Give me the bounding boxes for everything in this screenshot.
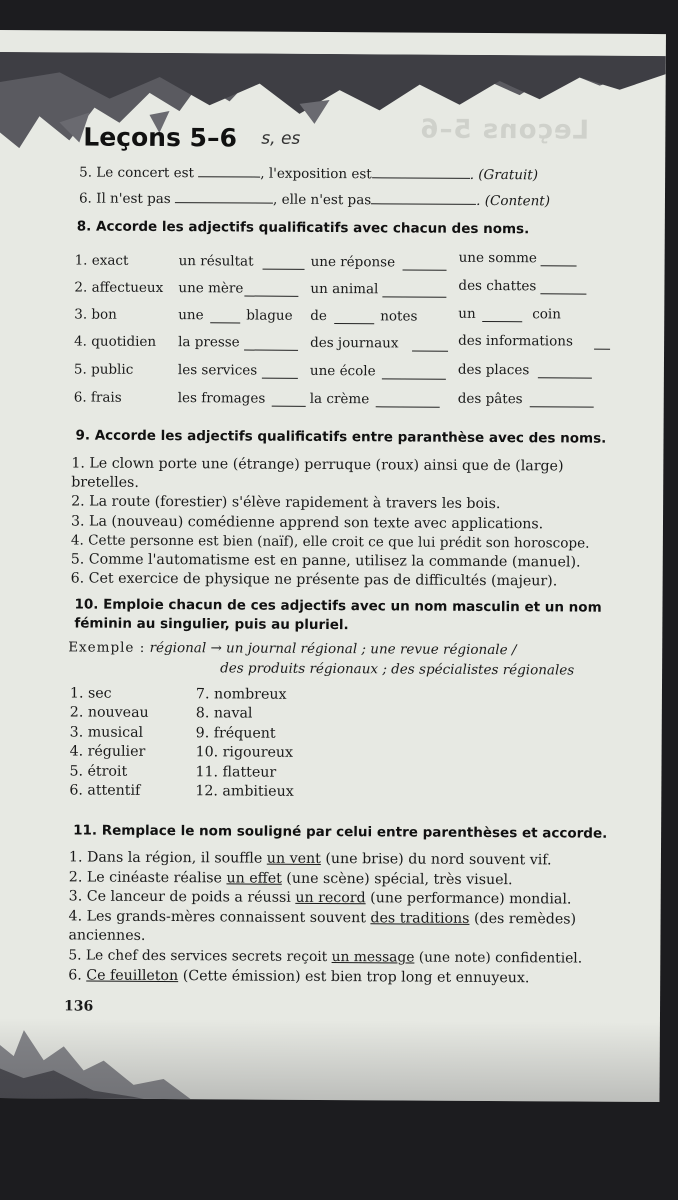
answer-blank[interactable] (244, 283, 298, 296)
answer-blank[interactable] (198, 164, 260, 177)
ex10-heading-line1: 10. Emploie chacun de ces adjectifs avec un nom masculin et un nom (74, 596, 602, 616)
sentence-line: 1. Dans la région, il souffle un vent (une brise) du nord souvent vif. (68, 849, 552, 869)
answer-blank[interactable] (382, 366, 446, 379)
ex11-heading: 11. Remplace le nom souligné par celui entre parenthèses et accorde. (73, 822, 608, 842)
adjective-item: 1. sec (69, 685, 112, 702)
sentence-line: 3. La (nouveau) comédienne apprend son texte avec applications. (70, 513, 544, 532)
adjective-item: 7. nombreux (195, 686, 287, 703)
ex11-sentences (68, 848, 629, 989)
ex8-row: 5. public les services une école des places (74, 361, 634, 384)
answer-blank[interactable] (412, 339, 448, 352)
page-shadow (0, 1018, 660, 1102)
sentence-line: 2. La route (forestier) s'élève rapidement à travers les bois. (71, 493, 501, 513)
adjective-item: 8. naval (195, 705, 253, 722)
ex7-item6: 6. Il n'est pas , elle n'est pas . (Content) (78, 190, 551, 210)
ex10-heading-line2: féminin au singulier, puis au pluriel. (74, 615, 349, 634)
answer-blank[interactable] (382, 284, 446, 297)
ex10-example-line2: des produits régionaux ; des spécialistes régionales (220, 660, 575, 679)
answer-blank[interactable] (334, 311, 374, 324)
adjective-item: 4. régulier (69, 743, 146, 761)
handwritten-note: s, es (261, 128, 301, 149)
adjective-item: 2. nouveau (69, 704, 149, 722)
adjective-item: 11. flatteur (195, 763, 277, 781)
mirrored-title-bleed: Leçons 5–6 (419, 114, 590, 146)
page-number: 136 (63, 998, 94, 1015)
answer-blank[interactable] (272, 394, 306, 407)
sentence-line: anciennes. (68, 927, 146, 945)
ex8-row: 6. frais les fromages la crème des pâtes (74, 389, 634, 412)
answer-blank[interactable] (594, 337, 610, 350)
answer-blank[interactable] (175, 190, 273, 204)
ex8-row: 1. exact un résultat une réponse une somme (75, 252, 635, 275)
sentence-line: bretelles. (71, 474, 139, 492)
answer-blank[interactable] (244, 337, 298, 350)
sentence-line: 6. Ce feuilleton (Cette émission) est bien trop long et ennuyeux. (68, 966, 530, 986)
adjective-item: 12. ambitieux (195, 783, 294, 800)
sentence-line: 1. Le clown porte une (étrange) perruque (roux) ainsi que de (large) (71, 455, 564, 475)
ex8-heading: 8. Accorde les adjectifs qualificatifs avec chacun des noms. (76, 218, 530, 238)
answer-blank[interactable] (263, 257, 305, 270)
answer-blank[interactable] (530, 394, 594, 407)
sentence-line: 4. Cette personne est bien (naïf), elle croit ce que lui prédit son horoscope. (70, 532, 590, 552)
ex10-adjective-list-col2 (195, 685, 396, 803)
answer-blank[interactable] (403, 257, 447, 270)
workbook-page (0, 30, 666, 1102)
answer-blank[interactable] (541, 253, 577, 266)
adjective-item: 3. musical (69, 724, 144, 741)
answer-blank[interactable] (210, 310, 240, 323)
ex8-row: 2. affectueux une mère un animal des chattes (74, 279, 634, 302)
answer-blank[interactable] (371, 191, 476, 205)
sentence-line: 2. Le cinéaste réalise un effet (une scène) spécial, très visuel. (68, 869, 513, 888)
ex9-sentences (71, 454, 632, 592)
adjective-item: 9. fréquent (195, 725, 276, 742)
answer-blank[interactable] (372, 165, 470, 179)
ex8-row: 4. quotidien la presse des journaux des informations (74, 333, 634, 356)
adjective-item: 5. étroit (69, 763, 128, 780)
adjective-item: 10. rigoureux (195, 744, 294, 762)
sentence-line: 3. Ce lanceur de poids a réussi un record (une performance) mondial. (68, 888, 572, 908)
ex9-heading: 9. Accorde les adjectifs qualificatifs entre paranthèse avec des noms. (75, 427, 607, 447)
adjective-item: 6. attentif (69, 782, 141, 799)
answer-blank[interactable] (376, 394, 440, 407)
sentence-line: 5. Comme l'automatisme est en panne, utilisez la commande (manuel). (70, 551, 581, 571)
sentence-line: 4. Les grands-mères connaissent souvent des traditions (des remèdes) (68, 908, 577, 928)
answer-blank[interactable] (538, 365, 592, 378)
sentence-line: 6. Cet exercice de physique ne présente pas de difficultés (majeur). (70, 570, 558, 590)
ex8-row: 3. bon une blague de notes un coin (74, 305, 562, 325)
page-title: Leçons 5–6 (83, 122, 237, 153)
ex7-item5: 5. Le concert est , l'exposition est . (Gratuit) (79, 164, 539, 184)
answer-blank[interactable] (262, 366, 298, 379)
sentence-line: 5. Le chef des services secrets reçoit un message (une note) confidentiel. (68, 947, 583, 967)
arrow-icon: → (210, 640, 222, 657)
ex10-example-line1: Exemple : régional → un journal régional ; une revue régionale / (68, 639, 517, 659)
answer-blank[interactable] (482, 309, 522, 322)
answer-blank[interactable] (540, 281, 586, 294)
